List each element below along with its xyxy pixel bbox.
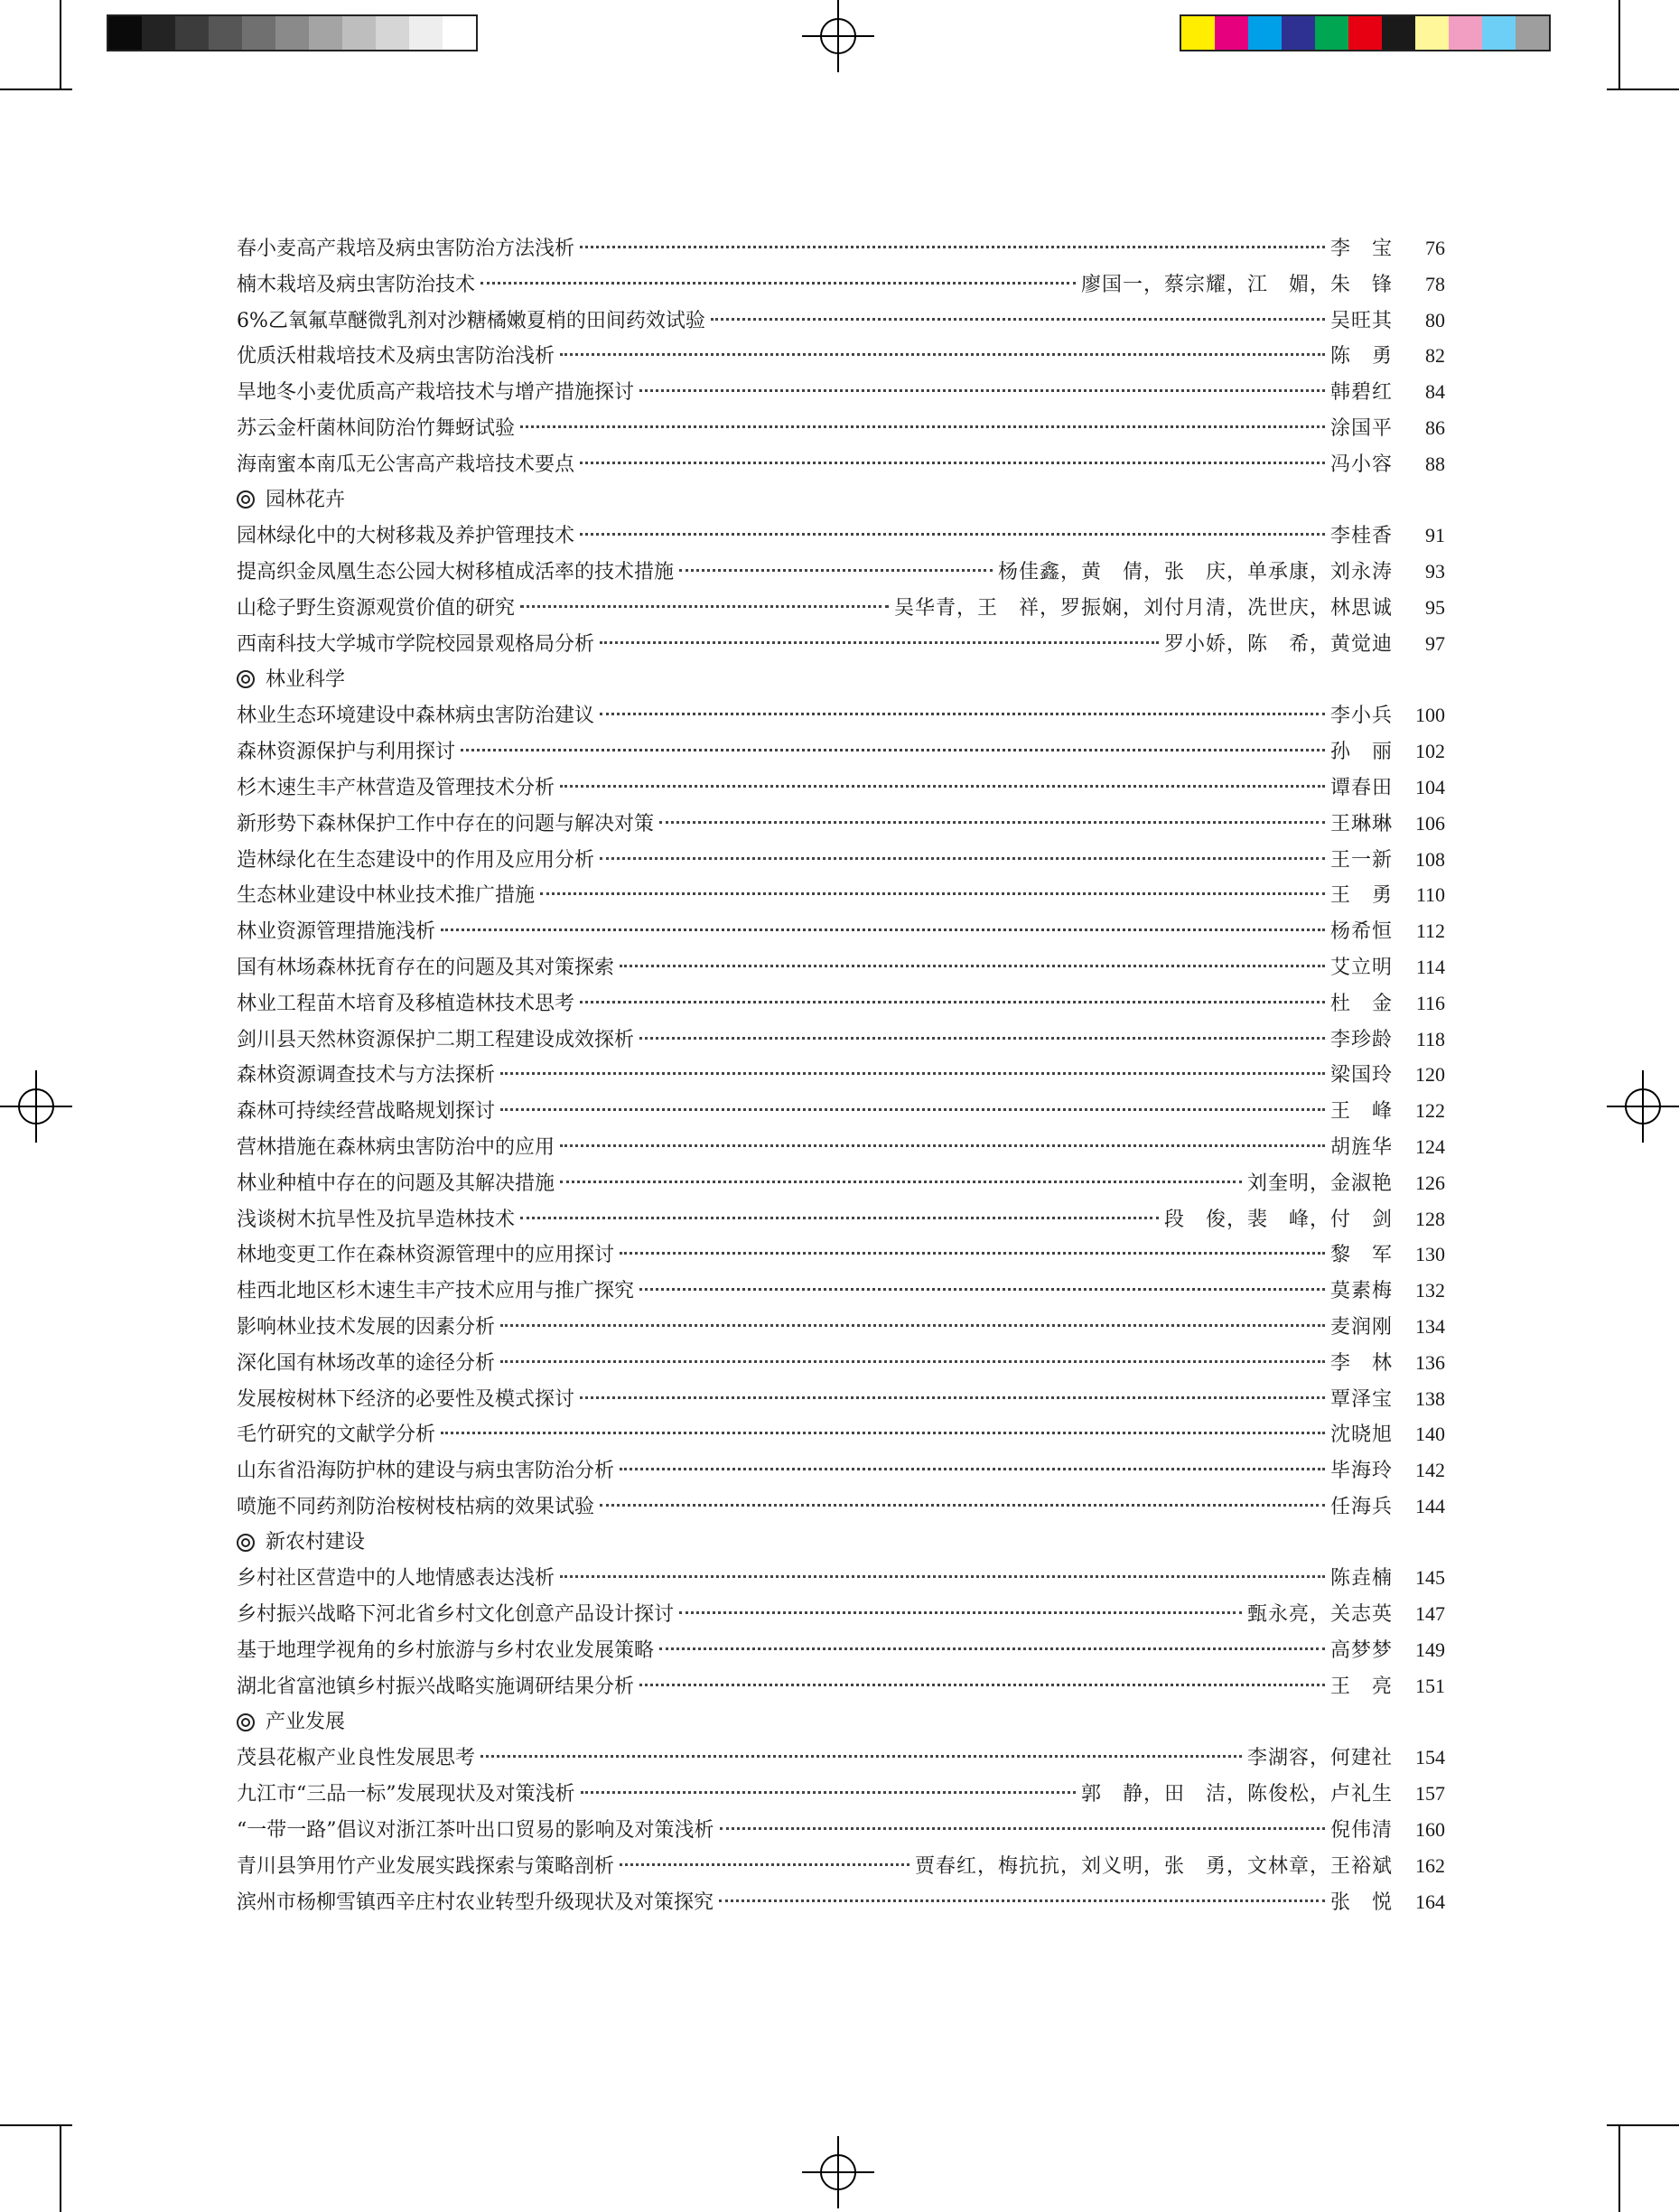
- page-number: 114: [1415, 955, 1445, 978]
- page-number: 91: [1425, 524, 1445, 547]
- dot-leader: [620, 1252, 1325, 1255]
- article-title: 乡村振兴战略下河北省乡村文化创意产品设计探讨: [237, 1603, 675, 1627]
- page-number: 140: [1415, 1423, 1445, 1446]
- article-title: 发展桉树林下经济的必要性及模式探讨: [237, 1387, 575, 1411]
- grayscale-swatch: [175, 16, 209, 50]
- article-title: 浅谈树木抗旱性及抗旱造林技术: [237, 1208, 516, 1231]
- toc-entry[interactable]: [237, 913, 1445, 949]
- double-circle-icon: [237, 670, 255, 688]
- toc-entry[interactable]: [237, 1309, 1445, 1345]
- article-authors: 王 峰: [1329, 1100, 1393, 1124]
- grayscale-swatch: [443, 16, 476, 50]
- dot-leader: [580, 1001, 1325, 1003]
- article-authors: 罗小娇，陈 希，黄觉迪: [1163, 632, 1393, 656]
- dot-leader: [580, 533, 1325, 536]
- color-swatch: [1382, 16, 1415, 50]
- page-number: 142: [1415, 1459, 1445, 1482]
- dot-leader: [639, 1684, 1325, 1686]
- article-title: 毛竹研究的文献学分析: [237, 1423, 436, 1447]
- article-title: 西南科技大学城市学院校园景观格局分析: [237, 632, 595, 656]
- dot-leader: [580, 246, 1325, 248]
- article-authors: 李桂香: [1329, 525, 1393, 548]
- page-number: 80: [1425, 308, 1445, 331]
- article-title: 园林绿化中的大树移栽及养护管理技术: [237, 525, 575, 548]
- toc-entry[interactable]: [237, 1848, 1445, 1884]
- color-swatch: [1282, 16, 1315, 50]
- toc-section-heading: [237, 482, 1445, 518]
- toc-entry[interactable]: [237, 410, 1445, 446]
- article-authors: 黎 军: [1329, 1244, 1393, 1267]
- article-title: 林业生态环境建设中森林病虫害防治建议: [237, 705, 595, 728]
- article-authors: 王一新: [1329, 848, 1393, 872]
- article-authors: 韩碧红: [1329, 381, 1393, 405]
- article-authors: 涂国平: [1329, 416, 1393, 440]
- toc-entry[interactable]: [237, 1345, 1445, 1381]
- table-of-contents: [237, 230, 1445, 1919]
- toc-entry[interactable]: [237, 590, 1445, 626]
- page-number: 124: [1415, 1134, 1445, 1158]
- article-authors: 张 悦: [1329, 1890, 1393, 1914]
- dot-leader: [679, 569, 993, 572]
- page-number: 110: [1415, 883, 1445, 907]
- article-title: 喷施不同药剂防治桉树枝枯病的效果试验: [237, 1495, 595, 1518]
- article-authors: 陈垚楠: [1329, 1567, 1393, 1591]
- grayscale-color-bar: [107, 14, 478, 51]
- toc-entry[interactable]: [237, 1165, 1445, 1201]
- article-authors: 杨佳鑫，黄 倩，张 庆，单承康，刘永涛: [997, 561, 1393, 584]
- article-title: 山稔子野生资源观赏价值的研究: [237, 596, 516, 620]
- dot-leader: [461, 749, 1325, 751]
- article-authors: 沈晓旭: [1329, 1423, 1393, 1447]
- dot-leader: [441, 929, 1325, 931]
- grayscale-swatch: [409, 16, 443, 50]
- article-title: 森林资源保护与利用探讨: [237, 741, 456, 764]
- article-title: 楠木栽培及病虫害防治技术: [237, 273, 476, 296]
- section-title: 林业科学: [266, 667, 346, 691]
- dot-leader: [600, 857, 1325, 860]
- article-authors: 李湖容，何建社: [1246, 1747, 1393, 1770]
- page-number: 104: [1415, 775, 1445, 798]
- dot-leader: [500, 1072, 1325, 1075]
- article-title: 青川县笋用竹产业发展实践探索与策略剖析: [237, 1854, 615, 1878]
- dot-leader: [580, 1396, 1325, 1399]
- article-title: 森林资源调查技术与方法探析: [237, 1064, 496, 1087]
- page-number: 102: [1415, 740, 1445, 763]
- article-title: 提高织金凤凰生态公园大树移植成活率的技术措施: [237, 561, 675, 584]
- toc-entry[interactable]: [237, 1812, 1445, 1848]
- article-title: 湖北省富池镇乡村振兴战略实施调研结果分析: [237, 1675, 635, 1698]
- toc-entry[interactable]: [237, 985, 1445, 1022]
- page-number: 160: [1415, 1818, 1445, 1842]
- cmyk-color-bar: [1180, 14, 1551, 51]
- toc-entry[interactable]: [237, 374, 1445, 410]
- toc-entry[interactable]: [237, 697, 1445, 733]
- article-authors: 杨希恒: [1329, 920, 1393, 944]
- article-authors: 李小兵: [1329, 705, 1393, 728]
- article-authors: 李 林: [1329, 1351, 1393, 1375]
- color-swatch: [1181, 16, 1215, 50]
- page-number: 136: [1415, 1350, 1445, 1374]
- grayscale-swatch: [108, 16, 142, 50]
- grayscale-swatch: [342, 16, 376, 50]
- toc-entry[interactable]: [237, 1022, 1445, 1058]
- toc-entry[interactable]: [237, 230, 1445, 266]
- dot-leader: [720, 1827, 1325, 1830]
- article-authors: 麦润刚: [1329, 1315, 1393, 1339]
- toc-entry[interactable]: [237, 518, 1445, 554]
- article-title: 海南蜜本南瓜无公害高产栽培技术要点: [237, 453, 575, 476]
- article-title: 杉木速生丰产林营造及管理技术分析: [237, 776, 555, 799]
- color-swatch: [1348, 16, 1382, 50]
- toc-entry[interactable]: [237, 1776, 1445, 1812]
- page-number: 88: [1425, 452, 1445, 475]
- dot-leader: [659, 821, 1325, 824]
- page-number: 132: [1415, 1279, 1445, 1302]
- article-authors: 陈 勇: [1329, 345, 1393, 369]
- grayscale-swatch: [275, 16, 309, 50]
- page-number: 145: [1415, 1566, 1445, 1590]
- article-title: 山东省沿海防护林的建设与病虫害防治分析: [237, 1460, 615, 1483]
- article-title: 新形势下森林保护工作中存在的问题与解决对策: [237, 812, 655, 835]
- article-authors: 杜 金: [1329, 992, 1393, 1015]
- grayscale-swatch: [142, 16, 175, 50]
- article-authors: 莫素梅: [1329, 1280, 1393, 1303]
- registration-mark-left: [0, 1070, 72, 1143]
- article-authors: 王 勇: [1329, 884, 1393, 908]
- double-circle-icon: [237, 1534, 255, 1552]
- color-swatch: [1482, 16, 1516, 50]
- page-number: 164: [1415, 1890, 1445, 1913]
- page-number: 162: [1415, 1853, 1445, 1877]
- article-authors: 李 宝: [1329, 238, 1393, 260]
- registration-mark-top: [802, 0, 874, 72]
- toc-entry[interactable]: [237, 626, 1445, 662]
- toc-entry[interactable]: [237, 338, 1445, 374]
- dot-leader: [500, 1108, 1325, 1111]
- color-swatch: [1315, 16, 1348, 50]
- dot-leader: [600, 641, 1159, 644]
- page-number: 112: [1415, 919, 1445, 943]
- dot-leader: [560, 1575, 1325, 1578]
- toc-entry[interactable]: [237, 1237, 1445, 1273]
- toc-entry[interactable]: [237, 1489, 1445, 1525]
- toc-section-heading: [237, 1704, 1445, 1741]
- page-number: 82: [1425, 344, 1445, 368]
- article-title: 春小麦高产栽培及病虫害防治方法浅析: [237, 238, 575, 260]
- article-title: “一带一路”倡议对浙江茶叶出口贸易的影响及对策浅析: [237, 1819, 714, 1843]
- article-title: 林地变更工作在森林资源管理中的应用探讨: [237, 1244, 615, 1267]
- article-authors: 廖国一，蔡宗耀，江 媚，朱 锋: [1080, 273, 1393, 296]
- section-title: 新农村建设: [266, 1530, 366, 1554]
- article-title: 茂县花椒产业良性发展思考: [237, 1747, 476, 1770]
- article-title: 林业种植中存在的问题及其解决措施: [237, 1171, 555, 1195]
- article-authors: 刘奎明，金淑艳: [1246, 1171, 1393, 1195]
- article-title: 深化国有林场改革的途径分析: [237, 1351, 496, 1375]
- color-swatch: [1215, 16, 1248, 50]
- grayscale-swatch: [209, 16, 242, 50]
- page-number: 122: [1415, 1099, 1445, 1123]
- color-swatch: [1248, 16, 1282, 50]
- double-circle-icon: [237, 1713, 255, 1731]
- toc-entry[interactable]: [237, 1740, 1445, 1776]
- toc-entry[interactable]: [237, 1884, 1445, 1920]
- article-title: 影响林业技术发展的因素分析: [237, 1315, 496, 1339]
- color-swatch: [1415, 16, 1449, 50]
- article-authors: 艾立明: [1329, 956, 1393, 979]
- page-number: 128: [1415, 1207, 1445, 1230]
- article-authors: 段 俊，裴 峰，付 剑: [1163, 1208, 1393, 1231]
- article-authors: 甄永亮，关志英: [1246, 1603, 1393, 1627]
- dot-leader: [600, 1504, 1325, 1507]
- article-authors: 任海兵: [1329, 1495, 1393, 1518]
- page-number: 134: [1415, 1314, 1445, 1338]
- dot-leader: [540, 892, 1325, 895]
- dot-leader: [500, 1324, 1325, 1327]
- page-number: 116: [1415, 991, 1445, 1014]
- toc-entry[interactable]: [237, 949, 1445, 985]
- article-title: 6%乙氧氟草醚微乳剂对沙糖橘嫩夏梢的田间药效试验: [237, 309, 705, 332]
- dot-leader: [560, 785, 1325, 788]
- dot-leader: [560, 1181, 1242, 1183]
- toc-entry[interactable]: [237, 1057, 1445, 1093]
- page-number: 76: [1425, 237, 1445, 259]
- page-number: 93: [1425, 560, 1445, 583]
- article-title: 林业资源管理措施浅析: [237, 920, 436, 944]
- article-authors: 胡旌华: [1329, 1135, 1393, 1159]
- article-title: 生态林业建设中林业技术推广措施: [237, 884, 536, 908]
- page-number: 95: [1425, 595, 1445, 619]
- double-circle-icon: [237, 490, 255, 509]
- page-number: 120: [1415, 1063, 1445, 1087]
- toc-entry[interactable]: [237, 842, 1445, 878]
- dot-leader: [639, 389, 1325, 392]
- page-number: 108: [1415, 847, 1445, 871]
- toc-entry[interactable]: [237, 303, 1445, 339]
- page-number: 97: [1425, 631, 1445, 655]
- dot-leader: [719, 1899, 1325, 1902]
- dot-leader: [620, 1863, 909, 1866]
- article-authors: 王琳琳: [1329, 812, 1393, 835]
- dot-leader: [500, 1360, 1325, 1363]
- toc-entry[interactable]: [237, 1596, 1445, 1632]
- article-authors: 毕海玲: [1329, 1460, 1393, 1483]
- dot-leader: [620, 965, 1325, 967]
- page-number: 100: [1415, 704, 1445, 727]
- toc-entry[interactable]: [237, 554, 1445, 590]
- toc-section-heading: [237, 662, 1445, 698]
- page-number: 106: [1415, 811, 1445, 835]
- dot-leader: [560, 1144, 1325, 1147]
- section-title: 园林花卉: [266, 488, 346, 511]
- toc-entry[interactable]: [237, 1632, 1445, 1668]
- page-number: 157: [1415, 1782, 1445, 1806]
- toc-entry[interactable]: [237, 806, 1445, 842]
- article-authors: 吴华青，王 祥，罗振娴，刘付月清，冼世庆，林思诚: [893, 596, 1393, 620]
- article-authors: 谭春田: [1329, 776, 1393, 799]
- dot-leader: [679, 1611, 1242, 1614]
- page-number: 126: [1415, 1171, 1445, 1194]
- grayscale-swatch: [309, 16, 342, 50]
- toc-section-heading: [237, 1525, 1445, 1561]
- dot-leader: [520, 1217, 1159, 1219]
- article-title: 林业工程苗木培育及移植造林技术思考: [237, 992, 575, 1015]
- article-title: 苏云金杆菌林间防治竹舞蚜试验: [237, 416, 516, 440]
- dot-leader: [639, 1288, 1325, 1291]
- article-title: 国有林场森林抚育存在的问题及其对策探索: [237, 956, 615, 979]
- page-number: 149: [1415, 1638, 1445, 1662]
- page-number: 154: [1415, 1746, 1445, 1769]
- toc-entry[interactable]: [237, 1273, 1445, 1309]
- dot-leader: [581, 1791, 1076, 1794]
- article-title: 造林绿化在生态建设中的作用及应用分析: [237, 848, 595, 872]
- section-title: 产业发展: [266, 1710, 346, 1733]
- article-title: 滨州市杨柳雪镇西辛庄村农业转型升级现状及对策探究: [237, 1890, 714, 1914]
- article-authors: 贾春红，梅抗抗，刘义明，张 勇，文林章，王裕斌: [914, 1854, 1393, 1878]
- toc-entry[interactable]: [237, 266, 1445, 303]
- article-authors: 郭 静，田 洁，陈俊松，卢礼生: [1080, 1783, 1393, 1806]
- dot-leader: [659, 1647, 1325, 1650]
- toc-entry[interactable]: [237, 1093, 1445, 1129]
- article-authors: 高梦梦: [1329, 1639, 1393, 1663]
- toc-entry[interactable]: [237, 877, 1445, 913]
- page-number: 86: [1425, 415, 1445, 439]
- article-authors: 覃泽宝: [1329, 1387, 1393, 1411]
- toc-entry[interactable]: [237, 1201, 1445, 1237]
- toc-entry[interactable]: [237, 1381, 1445, 1417]
- color-swatch: [1449, 16, 1482, 50]
- toc-entry[interactable]: [237, 733, 1445, 770]
- dot-leader: [600, 713, 1325, 715]
- page-number: 144: [1415, 1494, 1445, 1517]
- article-authors: 吴旺其: [1329, 309, 1393, 332]
- article-authors: 王 亮: [1329, 1675, 1393, 1698]
- dot-leader: [520, 605, 889, 608]
- dot-leader: [520, 425, 1325, 428]
- page-number: 78: [1425, 272, 1445, 295]
- article-authors: 孙 丽: [1329, 741, 1393, 764]
- article-title: 桂西北地区杉木速生丰产技术应用与推广探究: [237, 1280, 635, 1303]
- dot-leader: [480, 1755, 1242, 1758]
- toc-entry[interactable]: [237, 1668, 1445, 1704]
- article-title: 九江市“三品一标”发展现状及对策浅析: [237, 1783, 575, 1806]
- page-number: 147: [1415, 1602, 1445, 1626]
- toc-entry[interactable]: [237, 1416, 1445, 1452]
- article-title: 旱地冬小麦优质高产栽培技术与增产措施探讨: [237, 381, 635, 405]
- toc-entry[interactable]: [237, 1129, 1445, 1165]
- toc-entry[interactable]: [237, 446, 1445, 482]
- page-number: 118: [1415, 1027, 1445, 1050]
- article-authors: 冯小容: [1329, 453, 1393, 476]
- registration-mark-right: [1607, 1070, 1679, 1143]
- page-number: 138: [1415, 1386, 1445, 1410]
- article-authors: 梁国玲: [1329, 1064, 1393, 1087]
- page-number: 151: [1415, 1674, 1445, 1697]
- dot-leader: [441, 1432, 1325, 1434]
- dot-leader: [639, 1037, 1325, 1040]
- toc-entry[interactable]: [237, 770, 1445, 806]
- dot-leader: [711, 318, 1325, 321]
- dot-leader: [480, 282, 1076, 285]
- page-number: 130: [1415, 1243, 1445, 1266]
- registration-mark-bottom: [802, 2136, 874, 2208]
- dot-leader: [560, 353, 1325, 356]
- color-swatch: [1516, 16, 1549, 50]
- article-title: 营林措施在森林病虫害防治中的应用: [237, 1135, 555, 1159]
- grayscale-swatch: [376, 16, 409, 50]
- toc-entry[interactable]: [237, 1452, 1445, 1489]
- dot-leader: [620, 1468, 1325, 1470]
- dot-leader: [580, 462, 1325, 464]
- grayscale-swatch: [242, 16, 275, 50]
- article-authors: 李珍龄: [1329, 1028, 1393, 1051]
- article-title: 森林可持续经营战略规划探讨: [237, 1100, 496, 1124]
- article-title: 剑川县天然林资源保护二期工程建设成效探析: [237, 1028, 635, 1051]
- article-title: 优质沃柑栽培技术及病虫害防治浅析: [237, 345, 555, 369]
- article-authors: 倪伟清: [1329, 1819, 1393, 1843]
- toc-entry[interactable]: [237, 1560, 1445, 1596]
- article-title: 乡村社区营造中的人地情感表达浅析: [237, 1567, 555, 1591]
- article-title: 基于地理学视角的乡村旅游与乡村农业发展策略: [237, 1639, 655, 1663]
- page-number: 84: [1425, 380, 1445, 404]
